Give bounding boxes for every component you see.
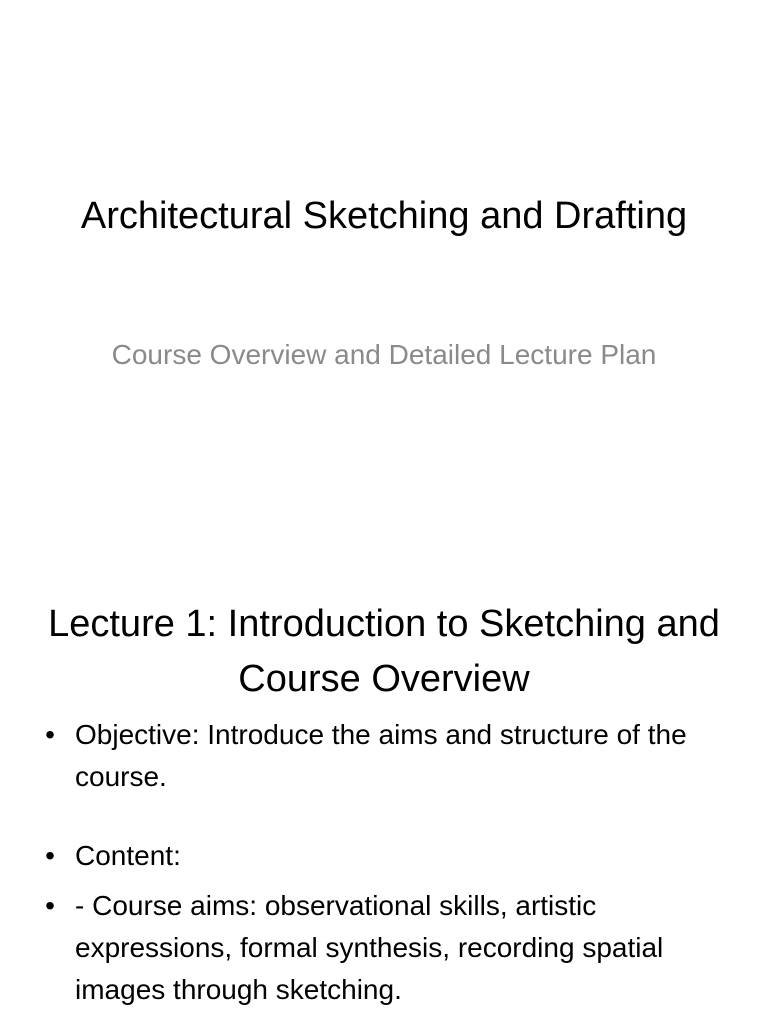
- bullet-text: Content:: [75, 840, 181, 871]
- bullet-item-course-aims: [40, 885, 740, 1011]
- slide-title: Architectural Sketching and Drafting: [80, 195, 688, 237]
- bullet-icon: •: [45, 890, 55, 921]
- slide-subtitle: Course Overview and Detailed Lecture Plan: [111, 339, 657, 370]
- bullet-text: - Course aims: observational skills, artistic expressions, formal synthesis, recording spatial images through sketching.: [75, 890, 664, 1005]
- bullet-item-content: [40, 835, 740, 877]
- bullet-list: [40, 714, 740, 1019]
- lecture-1-slide: [0, 576, 768, 1024]
- bullet-item-objective: [40, 714, 740, 798]
- slide-title: Lecture 1: Introduction to Sketching and Course Overview: [48, 603, 720, 700]
- bullet-icon: •: [45, 719, 55, 750]
- bullet-icon: •: [45, 840, 55, 871]
- bullet-text: Objective: Introduce the aims and structure of the course.: [75, 719, 687, 792]
